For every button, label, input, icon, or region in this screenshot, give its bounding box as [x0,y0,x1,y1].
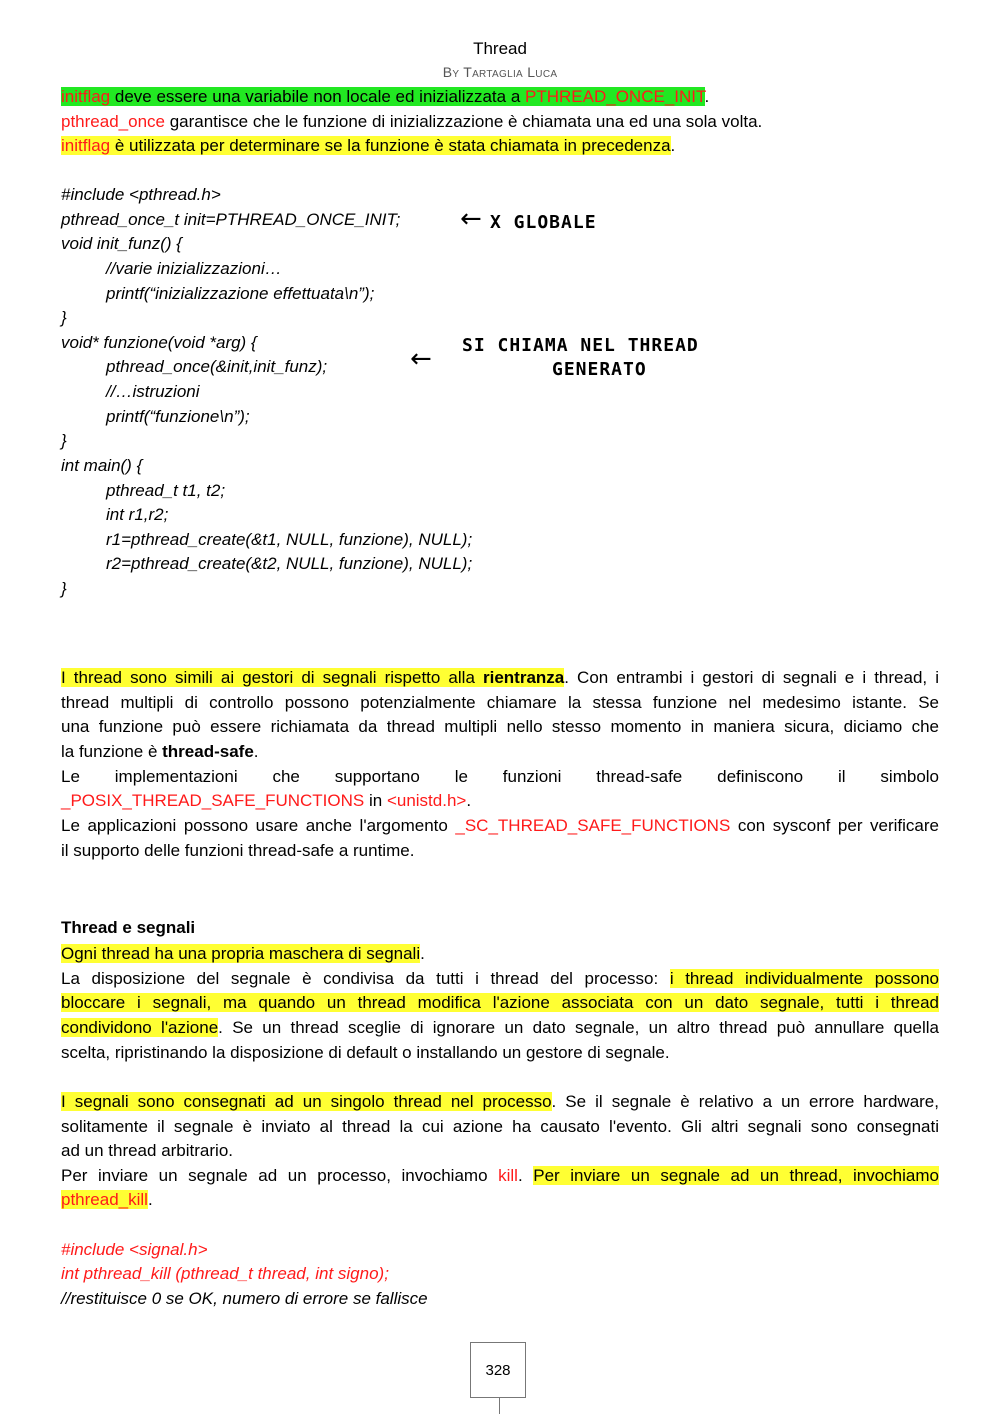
body-text: Per inviare un segnale ad un processo, invochiamo [61,1166,499,1185]
page-author: By Tartaglia Luca [442,64,558,80]
body-text: . [147,1190,153,1209]
highlight-text: bloccare i segnali, ma quando un thread modifica l'azione associata con un dato segnale, tutti i thread [61,993,939,1012]
bold-term-thread-safe: thread-safe [162,742,254,761]
section2-line-9 [61,1166,939,1186]
intro-text: è utilizzata per determinare se la funzione è stata chiamata in precedenza [110,136,671,155]
code-line: pthread_once_t init=PTHREAD_ONCE_INIT; [61,210,401,229]
code-line: printf(“inizializzazione effettuata\n”); [106,284,375,303]
body-text: la funzione è [61,742,163,761]
code-line: pthread_t t1, t2; [106,481,226,500]
pthread-once-term: pthread_once [61,112,165,131]
body-text: . Se un thread sceglie di ignorare un dato segnale, un altro thread può annullare quella [218,1018,939,1037]
code2-line: int pthread_kill (pthread_t thread, int signo); [61,1264,389,1283]
code-line: pthread_once(&init,init_funz); [106,357,328,376]
section2-line-7: solitamente il segnale è inviato al thread la cui azione ha causato l'evento. Gli altri segnali sono consegnati [61,1117,939,1136]
section2-line-5: scelta, ripristinando la disposizione di default o installando un gestore di segnale. [61,1043,670,1062]
page-title: Thread [473,39,527,58]
body-text: . Con entrambi i gestori di segnali e i thread, i [564,668,939,687]
body-text: La disposizione del segnale è condivisa da tutti i thread del processo: [61,969,670,988]
code-line: //varie inizializzazioni… [106,259,282,278]
body-text: . [517,1166,534,1185]
body-text: . [420,944,425,963]
handwritten-note-globale: X GLOBALE [490,212,597,233]
body-text: con sysconf per verificare [730,816,940,835]
section-heading [61,918,939,938]
handwritten-note-thread-line-1: SI CHIAMA NEL THREAD [462,335,699,356]
posix-symbol-term: _POSIX_THREAD_SAFE_FUNCTIONS [61,791,365,810]
handwritten-arrow-icon: ← [410,344,432,374]
section2-line-3 [61,993,939,1013]
code-line: printf(“funzione\n”); [106,407,250,426]
code-line: int main() { [61,456,143,475]
para1-line-7 [61,816,939,836]
intro-text: deve essere una variabile non locale ed inizializzata a [110,87,526,106]
handwritten-arrow-icon: ← [460,204,482,234]
highlight-text: I thread sono simili ai gestori di segnali rispetto alla [61,668,483,687]
section2-line-10 [61,1190,939,1210]
highlight-text: I segnali sono consegnati ad un singolo thread nel processo [61,1092,552,1111]
para1-line-2: thread multipli di controllo possono potenzialmente chiamare la stessa funzione nel medesimo istante. Se [61,693,939,712]
body-text: . [253,742,259,761]
intro-line-3 [61,136,939,156]
code-line: } [61,579,67,598]
highlight-text: condividono l'azione [61,1018,219,1037]
body-text: . [466,791,472,810]
code-line: } [61,431,67,450]
initflag-term: initflag [61,87,111,106]
kill-term: kill [498,1166,518,1185]
para1-line-5: Le implementazioni che supportano le funzioni thread-safe definiscono il simbolo [61,767,939,786]
intro-line-1 [61,87,939,107]
highlight-text: Ogni thread ha una propria maschera di segnali [61,944,421,963]
page-number-tick [499,1398,500,1414]
code2-line: #include <signal.h> [61,1240,208,1259]
code-line: //…istruzioni [106,382,200,401]
handwritten-note-thread-line-2: GENERATO [552,359,647,380]
section2-line-2 [61,969,939,989]
section-heading-text: Thread e segnali [61,918,196,937]
code2-line: //restituisce 0 se OK, numero di errore se fallisce [61,1289,428,1308]
pthread-once-init-term: PTHREAD_ONCE_INIT [525,87,705,106]
body-text: . Se il segnale è relativo a un errore hardware, [551,1092,939,1111]
intro-text: garantisce che le funzione di inizializzazione è chiamata una ed una sola volta. [164,112,763,131]
unistd-header-term: <unistd.h> [386,791,467,810]
body-text: in [364,791,387,810]
code-line: void* funzione(void *arg) { [61,333,257,352]
code-line: int r1,r2; [106,505,169,524]
code-line: r2=pthread_create(&t2, NULL, funzione), NULL); [106,554,473,573]
body-text: Le applicazioni possono usare anche l'argomento [61,816,456,835]
para1-line-6 [61,791,939,811]
intro-punct: . [670,136,676,155]
section2-line-1 [61,944,939,964]
bold-term-rientranza: rientranza [483,668,565,687]
code-line: } [61,308,67,327]
para1-line-3: una funzione può essere richiamata da thread multipli nello stesso momento in maniera sicura, diciamo che [61,717,939,736]
page-number [470,1342,526,1398]
page-number-text: 328 [485,1361,511,1379]
para1-line-4 [61,742,939,762]
para1-line-1 [61,668,939,688]
intro-punct: . [704,87,710,106]
code-line: r1=pthread_create(&t1, NULL, funzione), NULL); [106,530,473,549]
code-line: void init_funz() { [61,234,182,253]
intro-line-2 [61,112,939,132]
section2-line-8: ad un thread arbitrario. [61,1141,233,1160]
section2-line-4 [61,1018,939,1038]
section2-line-6 [61,1092,939,1112]
initflag-term: initflag [61,136,111,155]
highlight-text: Per inviare un segnale ad un thread, invochiamo [533,1166,939,1185]
highlight-text: i thread individualmente possono [669,969,939,988]
para1-line-8: il supporto delle funzioni thread-safe a runtime. [61,841,415,860]
code-line: #include <pthread.h> [61,185,221,204]
pthread-kill-term: pthread_kill [61,1190,148,1209]
sc-symbol-term: _SC_THREAD_SAFE_FUNCTIONS [455,816,731,835]
